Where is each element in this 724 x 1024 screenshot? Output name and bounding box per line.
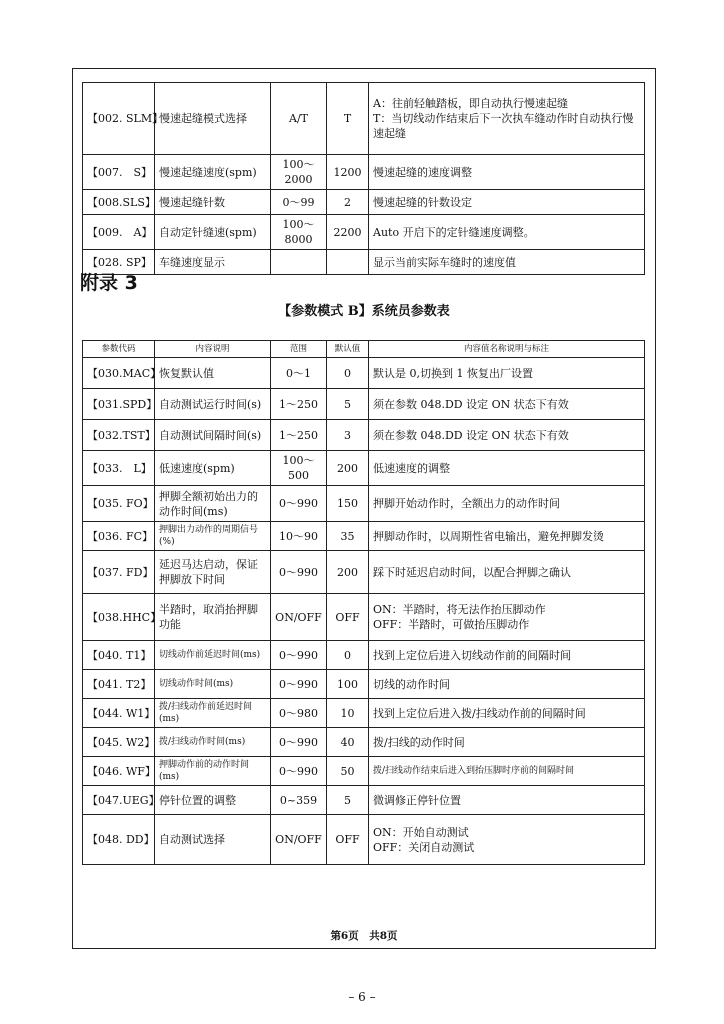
param-default: 5 — [327, 786, 369, 815]
param-range: 0～1 — [271, 358, 327, 389]
param-default: 100 — [327, 670, 369, 699]
param-default: 35 — [327, 522, 369, 551]
param-default: 50 — [327, 757, 369, 786]
table-row — [83, 815, 645, 865]
param-desc: 自动测试间隔时间(s) — [155, 420, 271, 451]
param-default: 200 — [327, 551, 369, 594]
param-default: 0 — [327, 641, 369, 670]
param-note-line: ON：半踏时，将无法作抬压脚动作 — [373, 603, 546, 616]
param-note: 押脚动作时，以周期性省电输出，避免押脚发烫 — [369, 522, 645, 551]
param-range: 100～2000 — [271, 155, 327, 190]
param-range: 0～990 — [271, 670, 327, 699]
param-range: 1～250 — [271, 420, 327, 451]
param-note: 找到上定位后进入切线动作前的间隔时间 — [369, 641, 645, 670]
param-desc: 切线动作时间(ms) — [155, 670, 271, 699]
table-row — [83, 670, 645, 699]
param-default: 150 — [327, 486, 369, 522]
table-b-title: 【参数模式 B】系统员参数表 — [278, 304, 450, 319]
param-desc: 恢复默认值 — [155, 358, 271, 389]
param-note: 须在参数 048.DD 设定 ON 状态下有效 — [369, 420, 645, 451]
table-row — [83, 757, 645, 786]
param-note — [369, 594, 645, 641]
table-row — [83, 190, 645, 215]
param-default — [327, 250, 369, 275]
param-code: 【035. FO】 — [83, 486, 155, 522]
param-range: ON/OFF — [271, 815, 327, 865]
param-code: 【032.TST】 — [83, 420, 155, 451]
table-row — [83, 594, 645, 641]
table-row — [83, 522, 645, 551]
param-desc: 自动测试运行时间(s) — [155, 389, 271, 420]
table-row — [83, 250, 645, 275]
param-note-line: A：往前轻触踏板，即自动执行慢速起缝 — [373, 97, 568, 110]
param-range: 0～990 — [271, 757, 327, 786]
table-row — [83, 358, 645, 389]
param-default: T — [327, 83, 369, 155]
table-row — [83, 486, 645, 522]
param-desc: 切线动作前延迟时间(ms) — [155, 641, 271, 670]
param-code: 【031.SPD】 — [83, 389, 155, 420]
param-code: 【041. T2】 — [83, 670, 155, 699]
param-note — [369, 83, 645, 155]
param-note — [369, 815, 645, 865]
table-row — [83, 699, 645, 728]
param-desc: 自动定针缝速(spm) — [155, 215, 271, 250]
page-number-inner: 第6页 共8页 — [330, 930, 398, 942]
param-default: 2200 — [327, 215, 369, 250]
param-note: 切线的动作时间 — [369, 670, 645, 699]
param-range: 0～990 — [271, 551, 327, 594]
parameter-table-b — [82, 340, 645, 865]
table-row — [83, 786, 645, 815]
param-range: 0～99 — [271, 190, 327, 215]
param-desc: 押脚全额初始出力的动作时间(ms) — [155, 486, 271, 522]
table-row — [83, 389, 645, 420]
param-note: 慢速起缝的针数设定 — [369, 190, 645, 215]
param-code: 【038.HHC】 — [83, 594, 155, 641]
param-desc: 自动测试选择 — [155, 815, 271, 865]
param-range: 0~359 — [271, 786, 327, 815]
table-row — [83, 215, 645, 250]
param-range: 100～8000 — [271, 215, 327, 250]
param-default: 40 — [327, 728, 369, 757]
param-code: 【047.UEG】 — [83, 786, 155, 815]
param-code: 【044. W1】 — [83, 699, 155, 728]
param-range: 100～500 — [271, 451, 327, 486]
param-default: 5 — [327, 389, 369, 420]
table-row — [83, 451, 645, 486]
param-note: 低速速度的调整 — [369, 451, 645, 486]
param-desc: 慢速起缝模式选择 — [155, 83, 271, 155]
appendix-title: 附录 3 — [80, 272, 138, 294]
table-row — [83, 641, 645, 670]
param-range: 0～990 — [271, 486, 327, 522]
param-desc: 拨/扫线动作时间(ms) — [155, 728, 271, 757]
param-note-line: T：当切线动作结束后下一次执车缝动作时自动执行慢速起缝 — [373, 112, 634, 140]
parameter-table-a — [82, 82, 645, 275]
param-default: 3 — [327, 420, 369, 451]
param-note: 拨/扫线动作结束后进入到抬压脚时序前的间隔时间 — [369, 757, 645, 786]
param-note: Auto 开启下的定针缝速度调整。 — [369, 215, 645, 250]
param-desc: 车缝速度显示 — [155, 250, 271, 275]
param-default: 10 — [327, 699, 369, 728]
param-note-line: ON：开始自动测试 — [373, 825, 469, 839]
param-code: 【030.MAC】 — [83, 358, 155, 389]
param-code: 【028. SP】 — [83, 250, 155, 275]
param-range: 0～990 — [271, 728, 327, 757]
param-range: 1～250 — [271, 389, 327, 420]
table-row — [83, 728, 645, 757]
param-code: 【046. WF】 — [83, 757, 155, 786]
table-header-row — [83, 341, 645, 358]
param-default: 1200 — [327, 155, 369, 190]
param-code: 【048. DD】 — [83, 815, 155, 865]
table-row — [83, 420, 645, 451]
page-number-outer: – 6 – — [348, 990, 376, 1004]
param-range: 0～980 — [271, 699, 327, 728]
col-header-desc: 内容说明 — [155, 341, 271, 358]
param-desc: 延迟马达启动，保证押脚放下时间 — [155, 551, 271, 594]
param-default: OFF — [327, 815, 369, 865]
param-code: 【002. SLM】 — [83, 83, 155, 155]
param-code: 【040. T1】 — [83, 641, 155, 670]
param-code: 【008.SLS】 — [83, 190, 155, 215]
col-header-range: 范围 — [271, 341, 327, 358]
param-desc: 停针位置的调整 — [155, 786, 271, 815]
param-note: 须在参数 048.DD 设定 ON 状态下有效 — [369, 389, 645, 420]
param-code: 【009. A】 — [83, 215, 155, 250]
param-note: 默认是 0,切换到 1 恢复出厂设置 — [369, 358, 645, 389]
param-range: A/T — [271, 83, 327, 155]
param-code: 【033. L】 — [83, 451, 155, 486]
param-code: 【036. FC】 — [83, 522, 155, 551]
param-note-line: OFF：半踏时，可做抬压脚动作 — [373, 618, 530, 631]
param-default: OFF — [327, 594, 369, 641]
param-note: 找到上定位后进入拨/扫线动作前的间隔时间 — [369, 699, 645, 728]
param-desc: 押脚动作前的动作时间(ms) — [155, 757, 271, 786]
param-desc: 拨/扫线动作前延迟时间(ms) — [155, 699, 271, 728]
param-default: 0 — [327, 358, 369, 389]
param-desc: 慢速起缝速度(spm) — [155, 155, 271, 190]
param-note: 踩下时延迟启动时间，以配合押脚之确认 — [369, 551, 645, 594]
table-row — [83, 155, 645, 190]
param-note: 微调修正停针位置 — [369, 786, 645, 815]
table-row — [83, 83, 645, 155]
col-header-note: 内容值名称说明与标注 — [369, 341, 645, 358]
param-note: 显示当前实际车缝时的速度值 — [369, 250, 645, 275]
col-header-default: 默认值 — [327, 341, 369, 358]
param-code: 【045. W2】 — [83, 728, 155, 757]
param-range: ON/OFF — [271, 594, 327, 641]
param-desc: 低速速度(spm) — [155, 451, 271, 486]
param-range: 0～990 — [271, 641, 327, 670]
param-code: 【007. S】 — [83, 155, 155, 190]
param-note: 拨/扫线的动作时间 — [369, 728, 645, 757]
param-range: 10～90 — [271, 522, 327, 551]
param-desc: 慢速起缝针数 — [155, 190, 271, 215]
col-header-code: 参数代码 — [83, 341, 155, 358]
param-note-line: OFF：关闭自动测试 — [373, 840, 475, 854]
param-note: 慢速起缝的速度调整 — [369, 155, 645, 190]
param-default: 200 — [327, 451, 369, 486]
param-default: 2 — [327, 190, 369, 215]
param-range — [271, 250, 327, 275]
param-note: 押脚开始动作时，全额出力的动作时间 — [369, 486, 645, 522]
param-code: 【037. FD】 — [83, 551, 155, 594]
table-row — [83, 551, 645, 594]
param-desc: 半踏时，取消抬押脚功能 — [155, 594, 271, 641]
param-desc: 押脚出力动作的周期信号(%) — [155, 522, 271, 551]
